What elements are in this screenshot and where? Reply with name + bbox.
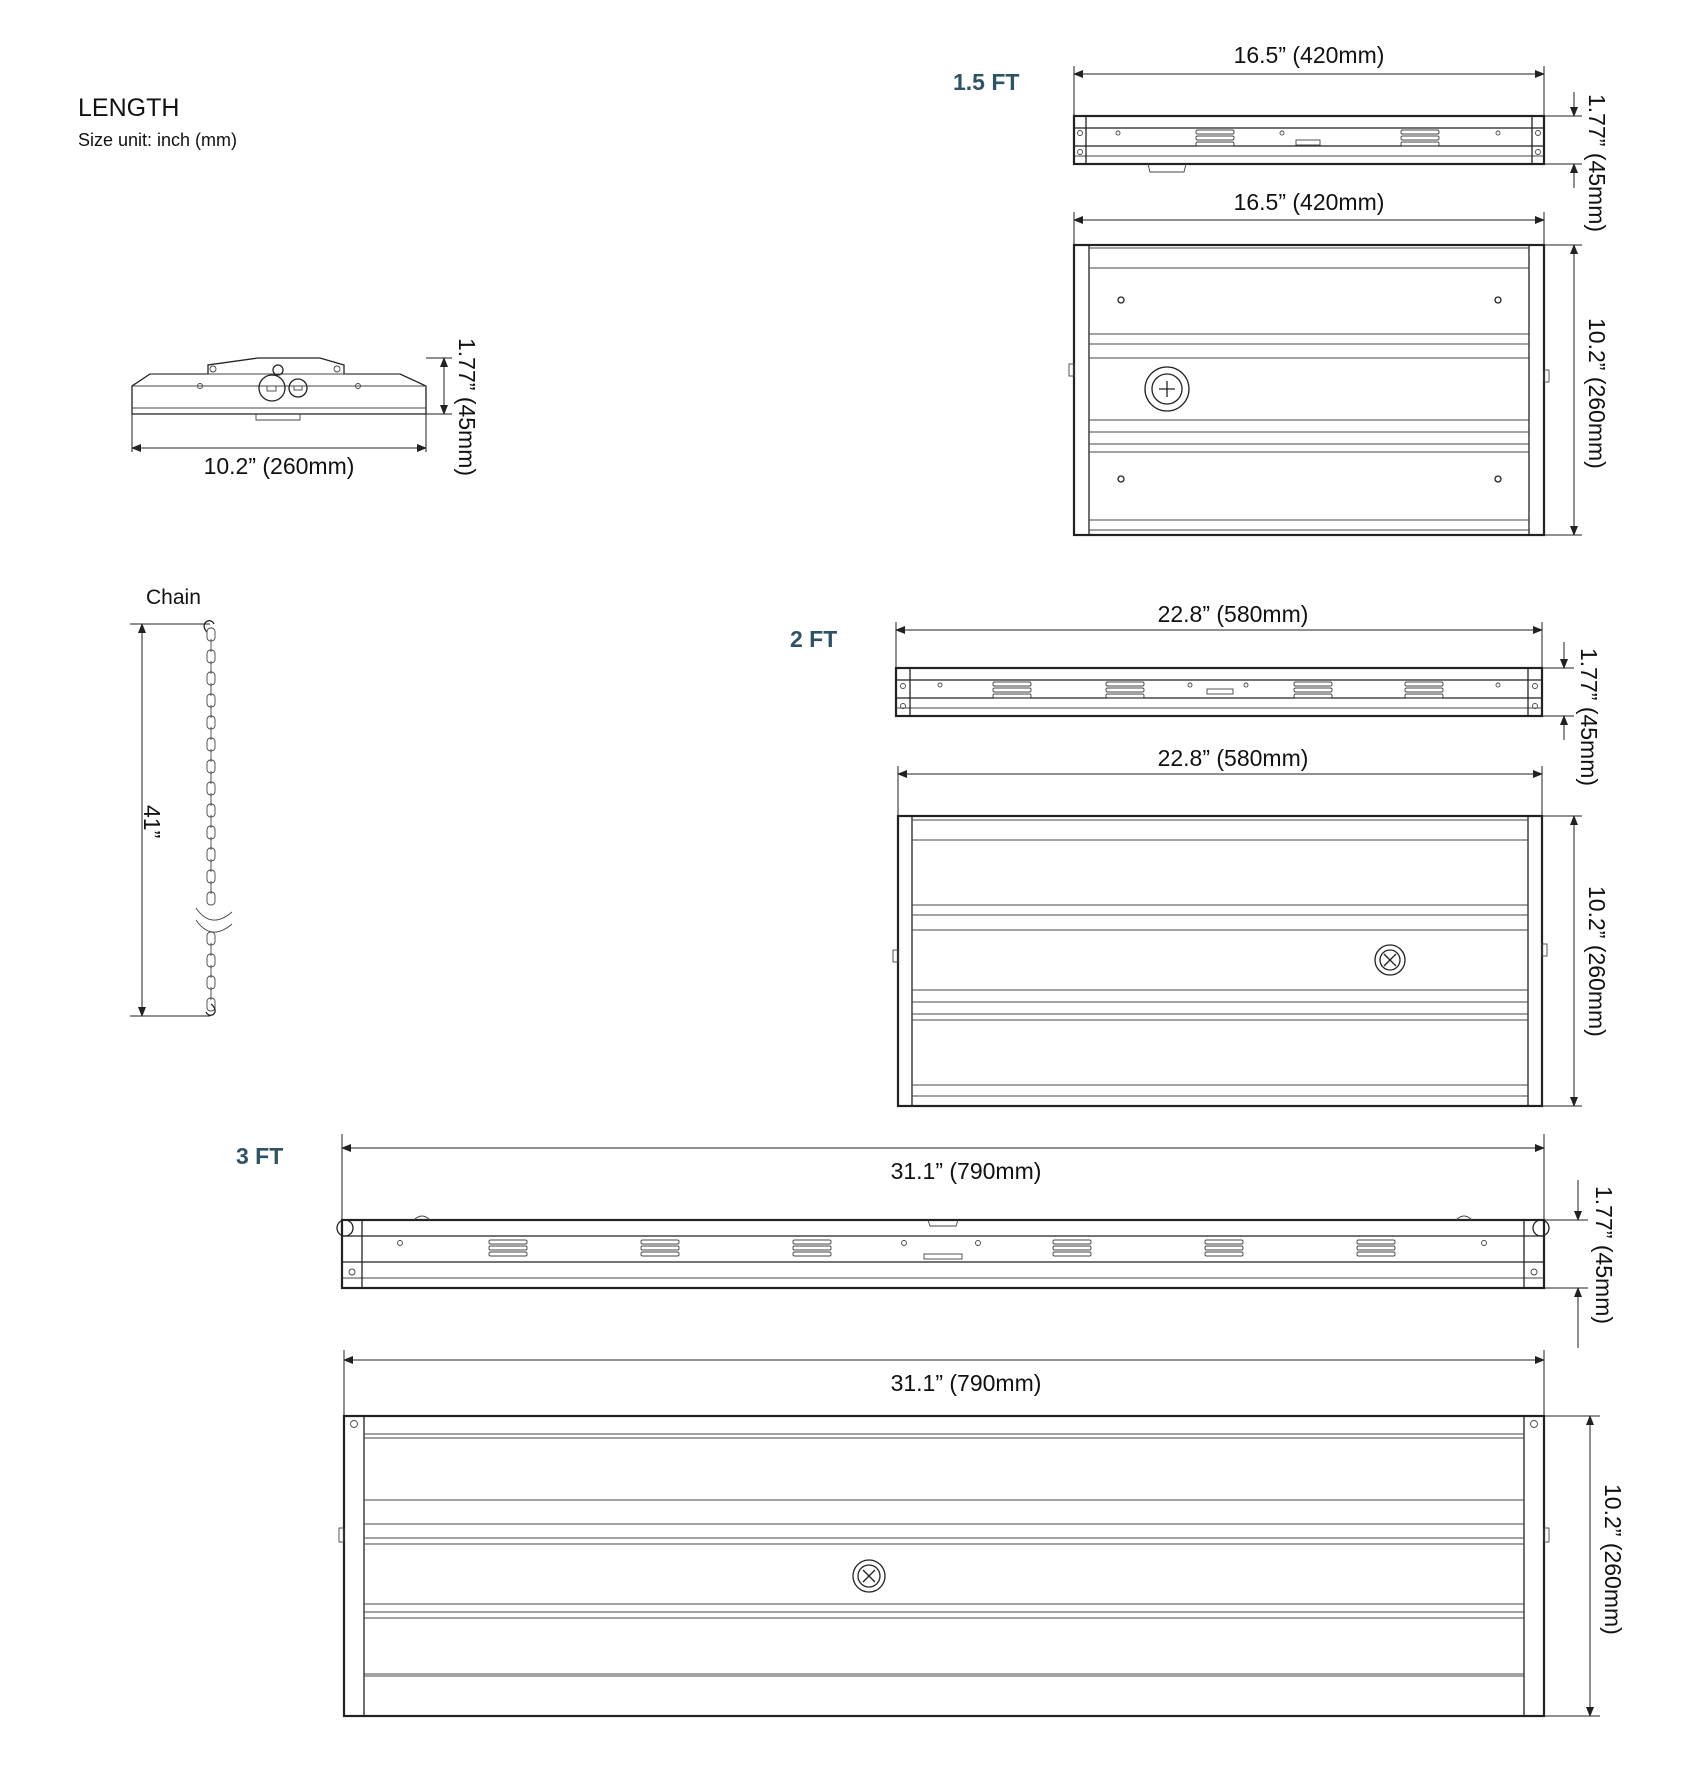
top-width-label-2ft: 10.2” (260mm) bbox=[1584, 886, 1610, 1037]
top-length-label-2ft: 22.8” (580mm) bbox=[1157, 745, 1309, 771]
side-height-label-1-5ft: 1.77” (45mm) bbox=[1584, 94, 1610, 233]
top-length-label-3ft: 31.1” (790mm) bbox=[890, 1370, 1042, 1396]
top-view-2ft bbox=[893, 816, 1547, 1106]
side-height-label-3ft: 1.77” (45mm) bbox=[1591, 1186, 1617, 1325]
model-name-3ft: 3 FT bbox=[236, 1143, 284, 1169]
top-length-dim-1-5ft bbox=[1074, 212, 1544, 245]
side-height-dim-3ft bbox=[1544, 1180, 1588, 1348]
unit-note: Size unit: inch (mm) bbox=[78, 130, 238, 150]
end-view-width-label: 10.2” (260mm) bbox=[203, 453, 355, 479]
end-view-height-dimension bbox=[426, 358, 452, 414]
chain-length-label: 41” bbox=[139, 805, 165, 839]
top-view-3ft bbox=[339, 1416, 1549, 1716]
page-title: LENGTH bbox=[78, 94, 180, 122]
side-view-2ft bbox=[896, 668, 1542, 716]
end-view-drawing bbox=[132, 358, 426, 420]
side-length-label-2ft: 22.8” (580mm) bbox=[1157, 601, 1309, 627]
top-length-dim-2ft bbox=[898, 766, 1542, 816]
side-length-label-1-5ft: 16.5” (420mm) bbox=[1233, 42, 1385, 68]
side-view-3ft bbox=[337, 1216, 1549, 1288]
side-length-dim-2ft bbox=[896, 622, 1542, 668]
top-length-label-1-5ft: 16.5” (420mm) bbox=[1233, 189, 1385, 215]
top-width-label-1-5ft: 10.2” (260mm) bbox=[1584, 318, 1610, 469]
side-length-dim-1-5ft bbox=[1074, 66, 1544, 116]
top-width-dim-2ft bbox=[1542, 816, 1582, 1106]
chain-label: Chain bbox=[146, 586, 201, 609]
model-name-1-5ft: 1.5 FT bbox=[953, 69, 1020, 95]
side-height-dim-2ft bbox=[1542, 642, 1574, 740]
side-height-dim-1-5ft bbox=[1544, 92, 1582, 188]
top-width-dim-1-5ft bbox=[1544, 245, 1582, 535]
side-height-label-2ft: 1.77” (45mm) bbox=[1576, 648, 1602, 787]
chain-drawing bbox=[196, 621, 232, 1016]
side-length-label-3ft: 31.1” (790mm) bbox=[890, 1158, 1042, 1184]
end-view-height-label: 1.77” (45mm) bbox=[454, 338, 480, 477]
top-width-dim-3ft bbox=[1544, 1416, 1600, 1716]
side-view-1-5ft bbox=[1074, 116, 1544, 172]
model-name-2ft: 2 FT bbox=[790, 626, 838, 652]
top-width-label-3ft: 10.2” (260mm) bbox=[1600, 1484, 1626, 1635]
top-view-1-5ft bbox=[1069, 245, 1549, 535]
